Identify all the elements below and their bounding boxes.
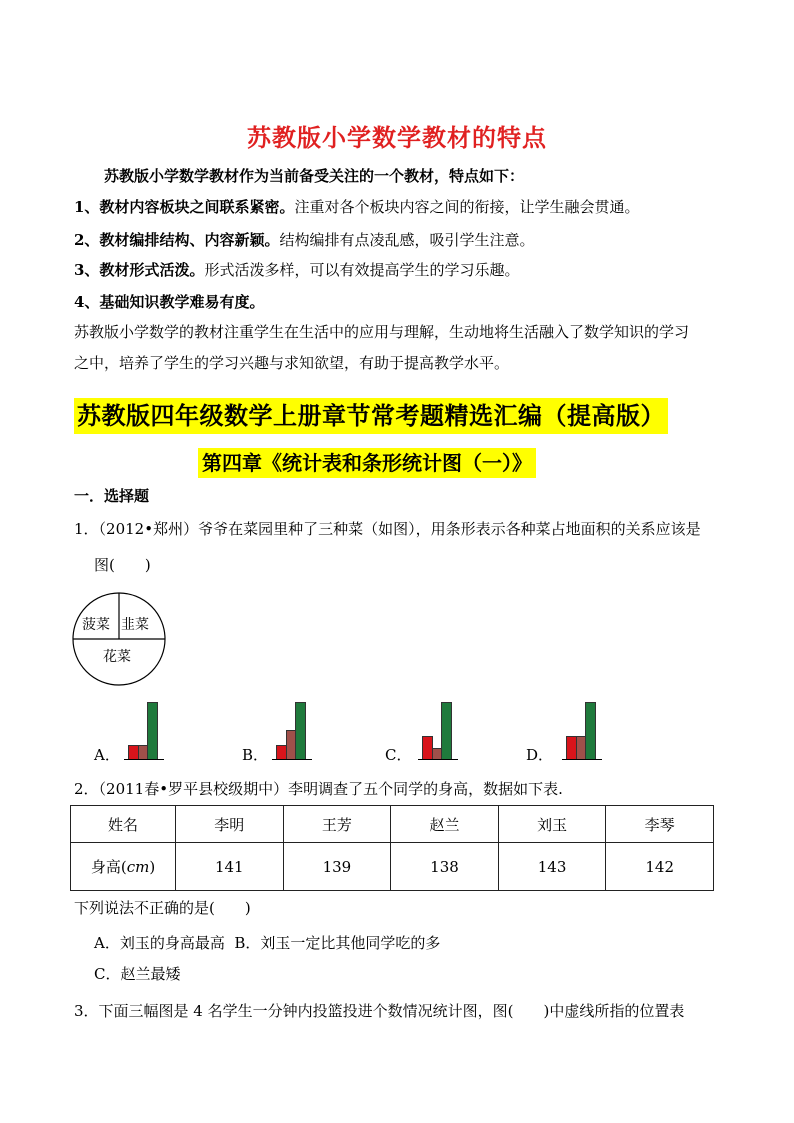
bar-green xyxy=(585,702,596,760)
q1-option-a-label[interactable]: A． xyxy=(94,746,120,764)
x-axis xyxy=(418,759,458,760)
intro-point-3 xyxy=(74,260,519,280)
pie-label-chives: 韭菜 xyxy=(121,617,149,633)
x-axis xyxy=(272,759,312,760)
table-header-cell: 赵兰 xyxy=(391,806,499,843)
table-header-cell: 刘玉 xyxy=(498,806,606,843)
bar-green xyxy=(147,702,158,760)
table-header-cell: 李明 xyxy=(176,806,284,843)
q2-option-a[interactable] xyxy=(94,933,440,953)
intro-point-4 xyxy=(74,292,264,312)
banner-heading: 苏教版四年级数学上册章节常考题精选汇编（提高版） xyxy=(74,398,668,434)
q1-option-d-label[interactable]: D． xyxy=(526,746,554,764)
q2-prompt: 下列说法不正确的是( ) xyxy=(74,899,251,917)
point-text: 结构编排有点凌乱感，吸引学生注意。 xyxy=(279,231,535,249)
q1-text: 1．（2012•郑州）爷爷在菜园里种了三种菜（如图），用条形表示各种菜占地面积的关系应该是 xyxy=(74,520,701,538)
table-cell: 141 xyxy=(176,843,284,891)
table-row-label xyxy=(71,843,176,891)
page-title: 苏教版小学数学教材的特点 xyxy=(247,123,547,152)
q1-text-cont: 图( ) xyxy=(94,556,151,574)
table-row xyxy=(71,843,714,891)
row-label-unit: cm xyxy=(126,858,150,876)
q2-text: 2．（2011春•罗平县校级期中）李明调查了五个同学的身高，数据如下表. xyxy=(74,780,563,798)
q1-option-c-chart[interactable] xyxy=(418,700,458,760)
section-heading: 一．选择题 xyxy=(74,487,150,505)
row-label-pre: 身高( xyxy=(90,858,127,876)
intro-summary-line1: 苏教版小学数学的教材注重学生在生活中的应用与理解，生动地将生活融入了数学知识的学习 xyxy=(74,323,690,341)
point-bold: 1、教材内容板块之间联系紧密。 xyxy=(74,198,295,216)
table-row xyxy=(71,806,714,843)
point-bold: 2、教材编排结构、内容新颖。 xyxy=(74,231,280,249)
chapter-heading: 第四章《统计表和条形统计图（一）》 xyxy=(198,448,536,478)
intro-point-1 xyxy=(74,197,639,217)
point-bold: 4、基础知识教学难易有度。 xyxy=(74,293,265,311)
q2-option-c[interactable]: C．赵兰最矮 xyxy=(94,965,181,983)
pie-label-cauliflower: 花菜 xyxy=(103,649,131,665)
vegetable-garden-diagram xyxy=(71,591,167,687)
intro-lead: 苏教版小学数学教材作为当前备受关注的一个教材，特点如下： xyxy=(104,167,525,185)
intro-summary-line2: 之中，培养了学生的学习兴趣与求知欲望，有助于提高教学水平。 xyxy=(74,354,510,372)
table-header-cell: 王芳 xyxy=(283,806,391,843)
point-bold: 3、教材形式活泼。 xyxy=(74,261,205,279)
table-cell: 142 xyxy=(606,843,714,891)
row-label-post: ) xyxy=(149,858,156,876)
q2-option-b-text[interactable]: B．刘玉一定比其他同学吃的多 xyxy=(234,934,441,952)
intro-point-2 xyxy=(74,230,534,250)
bar-green xyxy=(441,702,452,760)
q1-option-c-label[interactable]: C． xyxy=(385,746,412,764)
point-text: 形式活泼多样，可以有效提高学生的学习乐趣。 xyxy=(204,261,520,279)
q2-option-a-text: A．刘玉的身高最高 xyxy=(94,934,225,952)
table-header-cell: 姓名 xyxy=(71,806,176,843)
q3-text: 3．下面三幅图是 4 名学生一分钟内投篮投进个数情况统计图，图( )中虚线所指的位置表 xyxy=(74,1002,685,1020)
height-table xyxy=(70,805,714,891)
point-text: 注重对各个板块内容之间的衔接，让学生融会贯通。 xyxy=(294,198,640,216)
pie-label-spinach: 菠菜 xyxy=(82,617,110,633)
table-cell: 139 xyxy=(283,843,391,891)
table-cell: 143 xyxy=(498,843,606,891)
table-cell: 138 xyxy=(391,843,499,891)
table-header-cell: 李琴 xyxy=(606,806,714,843)
x-axis xyxy=(124,759,164,760)
q1-option-b-label[interactable]: B． xyxy=(242,746,269,764)
q1-option-d-chart[interactable] xyxy=(562,700,602,760)
x-axis xyxy=(562,759,602,760)
q1-option-b-chart[interactable] xyxy=(272,700,312,760)
bar-green xyxy=(295,702,306,760)
q1-option-a-chart[interactable] xyxy=(124,700,164,760)
